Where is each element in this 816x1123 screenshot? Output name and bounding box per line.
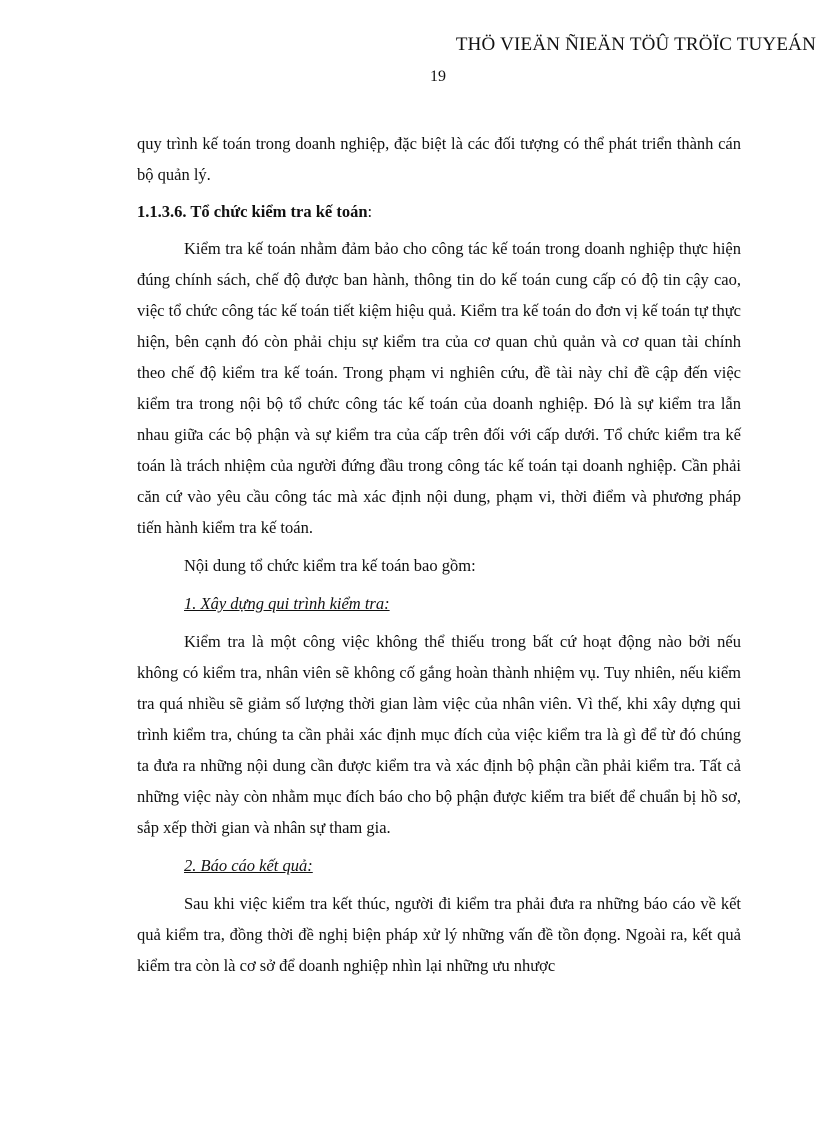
document-body — [137, 128, 741, 981]
subheading-build-process: 1. Xây dựng qui trình kiểm tra: — [184, 594, 390, 613]
section-heading-suffix: : — [367, 202, 373, 221]
paragraph-build-process: Kiểm tra là một công việc không thể thiếu trong bất cứ hoạt động nào bởi nếu không có kiểm tra, nhân viên sẽ không cố gắng hoàn thành nhiệm vụ. Tuy nhiên, nếu kiểm tra quá nhiều sẽ giảm số lượng thời gian làm việc của nhân viên. Vì thế, khi xây dựng qui trình kiểm tra, chúng ta cần phải xác định mục đích của việc kiểm tra là gì để từ đó chúng ta đưa ra những nội dung cần được kiểm tra và xác định bộ phận cần phải kiểm tra. Tất cả những việc này còn nhằm mục đích báo cho bộ phận được kiểm tra biết để chuẩn bị hồ sơ, sắp xếp thời gian và nhân sự tham gia. — [137, 632, 741, 837]
paragraph-report-results: Sau khi việc kiểm tra kết thúc, người đi kiểm tra phải đưa ra những báo cáo về kết quả kiểm tra, đồng thời đề nghị biện pháp xử lý những vấn đề tồn đọng. Ngoài ra, kết quả kiểm tra còn là cơ sở để doanh nghiệp nhìn lại những ưu nhược — [137, 894, 741, 975]
section-heading — [137, 196, 741, 227]
intro-paragraph: quy trình kế toán trong doanh nghiệp, đặc biệt là các đối tượng có thể phát triển thành cán bộ quản lý. — [137, 134, 741, 184]
subheading-report-results: 2. Báo cáo kết quả: — [184, 856, 313, 875]
paragraph-inspection-contents: Nội dung tổ chức kiểm tra kế toán bao gồm: — [184, 556, 476, 575]
page-number: 19 — [430, 68, 446, 85]
library-watermark: THÖ VIEÄN ÑIEÄN TÖÛ TRÖÏC TUYEÁN — [455, 34, 816, 55]
section-heading-text: 1.1.3.6. Tổ chức kiểm tra kế toán — [137, 202, 368, 221]
paragraph-accounting-inspection: Kiểm tra kế toán nhằm đảm bảo cho công tác kế toán trong doanh nghiệp thực hiện đúng chính sách, chế độ được ban hành, thông tin do kế toán cung cấp có độ tin cậy cao, việc tổ chức công tác kế toán tiết kiệm hiệu quả. Kiểm tra kế toán do đơn vị kế toán tự thực hiện, bên cạnh đó còn phải chịu sự kiểm tra của cơ quan chủ quản và cơ quan tài chính theo chế độ kiểm tra kế toán. Trong phạm vi nghiên cứu, đề tài này chỉ đề cập đến việc kiểm tra trong nội bộ tổ chức công tác kế toán của doanh nghiệp. Đó là sự kiểm tra lẫn nhau giữa các bộ phận và sự kiểm tra của cấp trên đối với cấp dưới. Tổ chức kiểm tra kế toán là trách nhiệm của người đứng đầu trong công tác kế toán tại doanh nghiệp. Cần phải căn cứ vào yêu cầu công tác mà xác định nội dung, phạm vi, thời điểm và phương pháp tiến hành kiểm tra kế toán. — [137, 239, 741, 537]
